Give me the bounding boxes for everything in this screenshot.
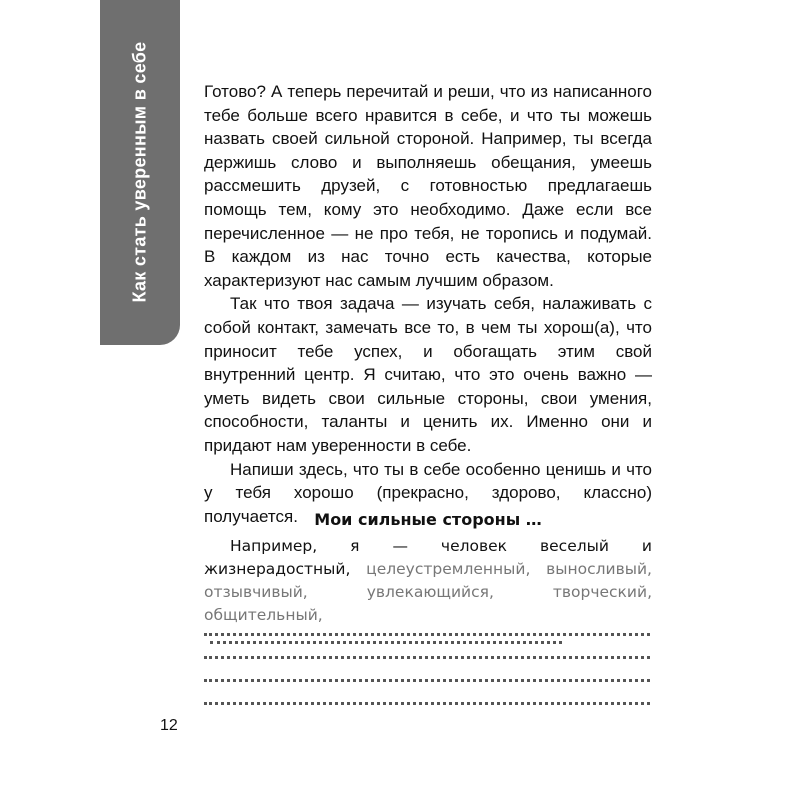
paragraph-2: Так что твоя задача — изучать себя, налаживать с собой контакт, замечать все то, в чем ты хорош(а), что приносит тебе успех, и обогащать этим свой внутренний центр. Я считаю, что это очень важно — уметь видеть свои сильные стороны, свои умения, способности, таланты и ценить их. Именно они и придают нам уверенности в себе.: [204, 294, 652, 455]
chapter-title: Как стать уверенным в себе: [129, 41, 150, 303]
main-text: [204, 80, 652, 528]
paragraph-1: Готово? А теперь перечитай и реши, что из написанного тебе больше всего нравится в себе, и что ты можешь назвать своей сильной стороной. Например, ты всегда держишь слово и выполняешь обещания, умеешь рассмешить друзей, с готовностью предлагаешь помощь тем, кому это необходимо. Даже если все перечисленное — не про тебя, не торопись и подумай. В каждом из нас точно есть качества, которые характеризуют нас самым лучшим образом.: [204, 82, 652, 290]
example-dark-text: Например, я — человек веселый и жизнерадостный,: [204, 537, 652, 578]
paragraph-3: Напиши здесь, что ты в себе особенно ценишь и что у тебя хорошо (прекрасно, здорово, классно) получается.: [204, 459, 652, 526]
page-number: 12: [160, 717, 178, 734]
writing-line[interactable]: [204, 656, 650, 659]
writing-line[interactable]: [204, 702, 650, 705]
example-gray-text: целеустремленный, выносливый, отзывчивый, увлекающийся, творческий, общительный,: [204, 560, 652, 624]
writing-line[interactable]: [204, 679, 650, 682]
strengths-title: Мои сильные стороны …: [314, 510, 542, 529]
writing-line[interactable]: [204, 633, 650, 636]
